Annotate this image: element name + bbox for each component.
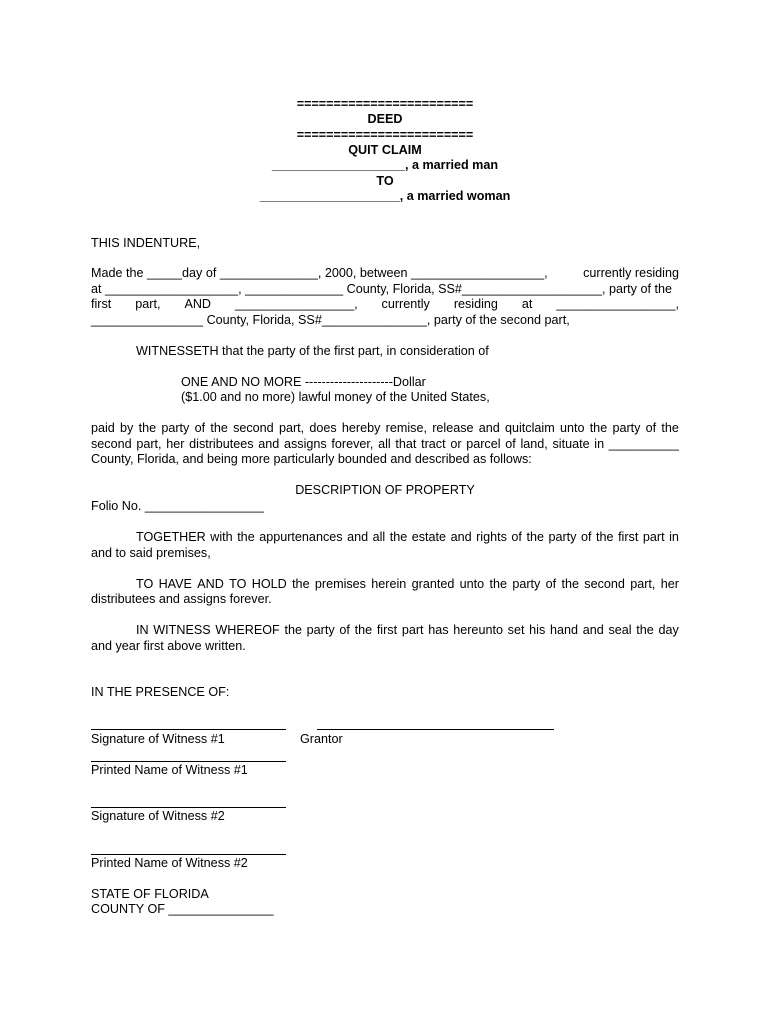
- grant-line-2-word: of: [505, 437, 516, 451]
- habendum-line-1-word: premises: [314, 577, 366, 591]
- grant-line-1: [91, 421, 679, 436]
- in-witness-line-1-word: WITNESS: [153, 623, 211, 637]
- parties-line-3: [91, 297, 679, 312]
- together-line-1-word: the: [526, 530, 544, 544]
- parties-line-3-word: currently: [381, 297, 430, 311]
- together-line-1-word: and: [450, 530, 472, 544]
- grantee-heading-line: ____________________, a married woman: [259, 189, 511, 203]
- grant-line-1-word: by: [120, 421, 134, 435]
- parties-line-3-word: AND: [184, 297, 212, 311]
- in-witness-line-1-word: and: [582, 623, 604, 637]
- parties-line-3-word: residing: [453, 297, 498, 311]
- together-line-2: and to said premises,: [91, 546, 211, 560]
- witness1-name-line[interactable]: [91, 761, 286, 762]
- habendum-line-1-word: part,: [630, 577, 656, 591]
- habendum-line-1-word: HOLD: [251, 577, 287, 591]
- grant-line-1-word: release: [432, 421, 474, 435]
- together-line-1-word: with: [210, 530, 233, 544]
- grant-line-2-word: and: [258, 437, 280, 451]
- parties-line-3-word: _________________,: [235, 297, 358, 311]
- grantor-heading-line: ___________________, a married man: [271, 158, 499, 172]
- grant-line-2-word: forever,: [331, 437, 374, 451]
- in-witness-line-1-word: hereunto: [453, 623, 503, 637]
- in-witness-line-1-word: seal: [608, 623, 632, 637]
- grant-line-2-word: all: [378, 437, 391, 451]
- grant-line-2-word: that: [395, 437, 417, 451]
- together-line-1-word: all: [372, 530, 386, 544]
- grantor-signature-line[interactable]: [317, 729, 554, 730]
- habendum-line-1: [136, 577, 679, 592]
- grant-line-1-word: the: [661, 421, 679, 435]
- habendum-line-1-word: TO: [136, 577, 154, 591]
- together-line-1-word: party: [548, 530, 577, 544]
- grant-line-2-word: situate: [552, 437, 590, 451]
- in-witness-line-1-word: of: [339, 623, 350, 637]
- grant-line-1-word: quitclaim: [505, 421, 555, 435]
- in-witness-line-1-word: part: [401, 623, 424, 637]
- parties-line-4: ________________ County, Florida, SS#_______________, party of the second part,: [91, 313, 570, 327]
- witness2-signature-label: Signature of Witness #2: [91, 809, 225, 823]
- witness1-name-label: Printed Name of Witness #1: [91, 763, 248, 777]
- grant-line-1-word: unto: [559, 421, 585, 435]
- together-line-1-word: estate: [411, 530, 447, 544]
- witness2-name-label: Printed Name of Witness #2: [91, 856, 248, 870]
- in-witness-line-2: and year first above written.: [91, 639, 246, 653]
- grant-line-1-word: the: [210, 421, 228, 435]
- together-line-1-word: of: [511, 530, 522, 544]
- witness2-signature-line[interactable]: [91, 807, 286, 808]
- grant-line-2: [91, 437, 679, 452]
- consideration-line-2: ($1.00 and no more) lawful money of the United States,: [181, 390, 490, 404]
- in-witness-line-1-word: IN: [136, 623, 149, 637]
- in-witness-line-1-word: party: [306, 623, 335, 637]
- together-line-1-word: the: [596, 530, 614, 544]
- in-witness-line-1-word: has: [428, 623, 449, 637]
- grant-line-1-word: of: [194, 421, 206, 435]
- witness1-signature-label: Signature of Witness #1: [91, 732, 225, 746]
- grant-line-1-word: the: [138, 421, 157, 435]
- together-line-1-word: and: [347, 530, 369, 544]
- habendum-line-1-word: the: [292, 577, 310, 591]
- grant-line-1-word: party: [612, 421, 641, 435]
- together-line-1-word: first: [618, 530, 639, 544]
- together-line-1-word: rights: [476, 530, 507, 544]
- grant-line-2-word: part,: [136, 437, 162, 451]
- header-rule-top: ========================: [296, 97, 474, 111]
- document-title: DEED: [367, 112, 403, 126]
- habendum-line-1-word: party: [512, 577, 541, 591]
- parties-line-1-part: Made the _____day of ______________, 2000, between ___________________,: [91, 266, 548, 280]
- notary-county: COUNTY OF _______________: [91, 902, 274, 916]
- together-line-1-word: in: [669, 530, 679, 544]
- grant-line-2-word: __________: [608, 437, 679, 451]
- together-line-1-word: the: [237, 530, 255, 544]
- habendum-line-1-word: herein: [371, 577, 407, 591]
- grant-line-1-word: and: [478, 421, 500, 435]
- habendum-line-1-word: of: [545, 577, 557, 591]
- in-witness-line-1-word: the: [284, 623, 302, 637]
- document-subtitle: QUIT CLAIM: [348, 143, 422, 157]
- habendum-line-1-word: TO: [229, 577, 247, 591]
- habendum-line-1-word: unto: [459, 577, 485, 591]
- grant-line-2-word: her: [166, 437, 185, 451]
- grant-line-2-word: land,: [520, 437, 548, 451]
- parties-line-3-word: _________________,: [556, 297, 679, 311]
- habendum-line-1-word: second: [584, 577, 625, 591]
- grant-line-1-word: party: [161, 421, 190, 435]
- grant-line-1-word: hereby: [341, 421, 381, 435]
- habendum-line-1-word: HAVE: [158, 577, 192, 591]
- grant-line-1-word: the: [589, 421, 608, 435]
- grant-line-2-word: or: [450, 437, 462, 451]
- parties-line-3-word: at: [521, 297, 533, 311]
- presence-heading: IN THE PRESENCE OF:: [91, 685, 230, 699]
- indenture-text: THIS INDENTURE,: [91, 236, 201, 250]
- consideration-line-1: ONE AND NO MORE ---------------------Dollar: [181, 375, 426, 389]
- together-line-1-word: part: [642, 530, 665, 544]
- habendum-line-1-word: granted: [411, 577, 455, 591]
- together-line-1-word: the: [389, 530, 408, 544]
- in-witness-line-1-word: WHEREOF: [215, 623, 280, 637]
- witness2-name-line[interactable]: [91, 854, 286, 855]
- grant-line-1-word: of: [645, 421, 657, 435]
- together-line-1: [136, 530, 679, 545]
- witnesseth-text: WITNESSETH that the party of the first part, in consideration of: [136, 344, 489, 358]
- grant-line-2-word: in: [594, 437, 605, 451]
- grant-line-2-word: distributees: [189, 437, 254, 451]
- grant-line-1-word: part,: [278, 421, 305, 435]
- grant-line-1-word: remise,: [385, 421, 427, 435]
- together-line-1-word: TOGETHER: [136, 530, 206, 544]
- grant-line-2-word: second: [91, 437, 132, 451]
- together-line-1-word: appurtenances: [259, 530, 343, 544]
- in-witness-line-1-word: day: [658, 623, 679, 637]
- grant-line-2-word: parcel: [466, 437, 501, 451]
- together-line-1-word: of: [581, 530, 592, 544]
- parties-line-3-word: first: [91, 297, 112, 311]
- grant-line-1-word: does: [309, 421, 337, 435]
- parties-line-1-part: currently residing: [583, 266, 679, 280]
- habendum-line-1-word: her: [660, 577, 679, 591]
- description-heading: DESCRIPTION OF PROPERTY: [295, 483, 475, 497]
- habendum-line-1-word: the: [489, 577, 507, 591]
- grant-line-1-word: paid: [91, 421, 115, 435]
- in-witness-line-1-word: the: [354, 623, 373, 637]
- in-witness-line-1-word: first: [376, 623, 398, 637]
- in-witness-line-1-word: the: [636, 623, 654, 637]
- parties-line-2: [91, 282, 679, 297]
- in-witness-line-1-word: set: [507, 623, 525, 637]
- in-witness-line-1-word: hand: [549, 623, 579, 637]
- grantor-label: Grantor: [300, 732, 343, 746]
- habendum-line-1-word: the: [561, 577, 579, 591]
- parties-line-1: [91, 266, 679, 281]
- in-witness-line-1-word: his: [529, 623, 546, 637]
- parties-line-3-word: part,: [135, 297, 161, 311]
- folio-number: Folio No. _________________: [91, 499, 264, 513]
- grant-line-3: County, Florida, and being more particularly bounded and described as follows:: [91, 452, 532, 466]
- parties-line-2-text: at ___________________, ______________ County, Florida, SS#____________________, party of the: [91, 282, 672, 296]
- habendum-line-1-word: AND: [197, 577, 224, 591]
- header-rule-bottom: ========================: [296, 128, 474, 142]
- to-heading: TO: [376, 174, 394, 188]
- habendum-line-2: distributees and assigns forever.: [91, 592, 272, 606]
- witness1-signature-line[interactable]: [91, 729, 286, 730]
- in-witness-line-1: [136, 623, 679, 638]
- grant-line-1-word: second: [233, 421, 274, 435]
- grant-line-2-word: tract: [421, 437, 446, 451]
- notary-state: STATE OF FLORIDA: [91, 887, 209, 901]
- grant-line-2-word: assigns: [283, 437, 327, 451]
